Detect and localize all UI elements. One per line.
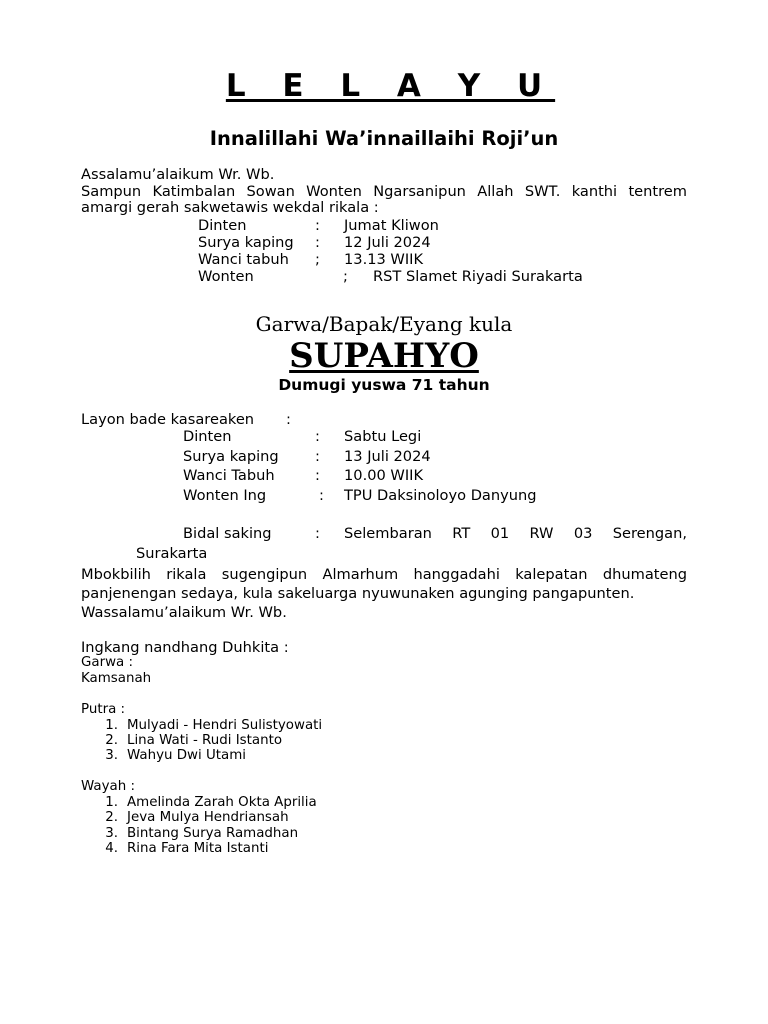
burial-heading: Layon bade kasareaken [81,411,255,428]
child-name: Wahyu Dwi Utami [127,748,247,763]
burial-heading-sep: : [286,411,291,428]
burial-label-time: Wanci Tabuh [183,467,275,484]
grandchild-number: 3. [105,826,118,841]
death-label-date: Surya kaping [198,234,294,251]
intro-line-2: amargi gerah sakwetawis wekdal rikala : [81,199,379,216]
death-sep-day: : [315,217,320,234]
deceased-age: Dumugi yuswa 71 tahun [278,376,490,394]
family-heading: Ingkang nandhang Duhkita : [81,639,289,656]
depart-sep: : [315,525,320,542]
closing-line-1: Mbokbilih rikala sugengipun Almarhum hanggadahi kalepatan dhumateng [81,566,687,583]
burial-value-day: Sabtu Legi [344,428,422,445]
grandchild-number: 4. [105,841,118,856]
burial-value-time: 10.00 WIIK [344,467,424,484]
death-value-date: 12 Juli 2024 [344,234,431,251]
death-sep-place: ; [343,268,348,285]
death-value-time: 13.13 WIIK [344,251,424,268]
burial-sep-date: : [315,448,320,465]
grandchild-number: 1. [105,795,118,810]
death-label-time: Wanci tabuh [198,251,289,268]
page-title: L E L A Y U [225,68,556,104]
burial-sep-time: : [315,467,320,484]
grandchild-name: Rina Fara Mita Istanti [127,841,269,856]
farewell: Wassalamu’alaikum Wr. Wb. [81,604,287,621]
death-label-place: Wonten [198,268,254,285]
depart-value: Selembaran RT 01 RW 03 Serengan, [344,525,687,542]
burial-label-day: Dinten [183,428,232,445]
grandchild-number: 2. [105,810,118,825]
closing-line-2: panjenengan sedaya, kula sakeluarga nyuwunaken agunging pangapunten. [81,585,635,602]
intro-line-1: Sampun Katimbalan Sowan Wonten Ngarsanipun Allah SWT. kanthi tentrem [81,183,687,200]
burial-label-date: Surya kaping [183,448,279,465]
death-value-place: RST Slamet Riyadi Surakarta [373,268,583,285]
grandchild-name: Amelinda Zarah Okta Aprilia [127,795,317,810]
burial-value-place: TPU Daksinoloyo Danyung [344,487,537,504]
depart-label: Bidal saking [183,525,272,542]
deceased-name: SUPAHYO [289,336,479,376]
spouse-label: Garwa : [81,655,134,670]
spouse-name: Kamsanah [81,671,152,686]
death-value-day: Jumat Kliwon [344,217,439,234]
death-label-day: Dinten [198,217,247,234]
child-number: 1. [105,718,118,733]
death-sep-date: : [315,234,320,251]
grandchild-name: Bintang Surya Ramadhan [127,826,299,841]
grandchild-name: Jeva Mulya Hendriansah [127,810,289,825]
child-number: 3. [105,748,118,763]
burial-label-place: Wonten Ing [183,487,267,504]
burial-sep-place: : [319,487,324,504]
children-label: Putra : [81,702,126,717]
child-name: Mulyadi - Hendri Sulistyowati [127,718,323,733]
greeting: Assalamu’alaikum Wr. Wb. [81,166,275,183]
subtitle: Innalillahi Wa’innaillaihi Roji’un [209,127,559,150]
depart-value-city: Surakarta [136,545,208,562]
child-name: Lina Wati - Rudi Istanto [127,733,283,748]
burial-sep-day: : [315,428,320,445]
grandchildren-label: Wayah : [81,779,135,794]
burial-value-date: 13 Juli 2024 [344,448,431,465]
relation-line: Garwa/Bapak/Eyang kula [255,312,513,336]
child-number: 2. [105,733,118,748]
death-sep-time: ; [315,251,320,268]
